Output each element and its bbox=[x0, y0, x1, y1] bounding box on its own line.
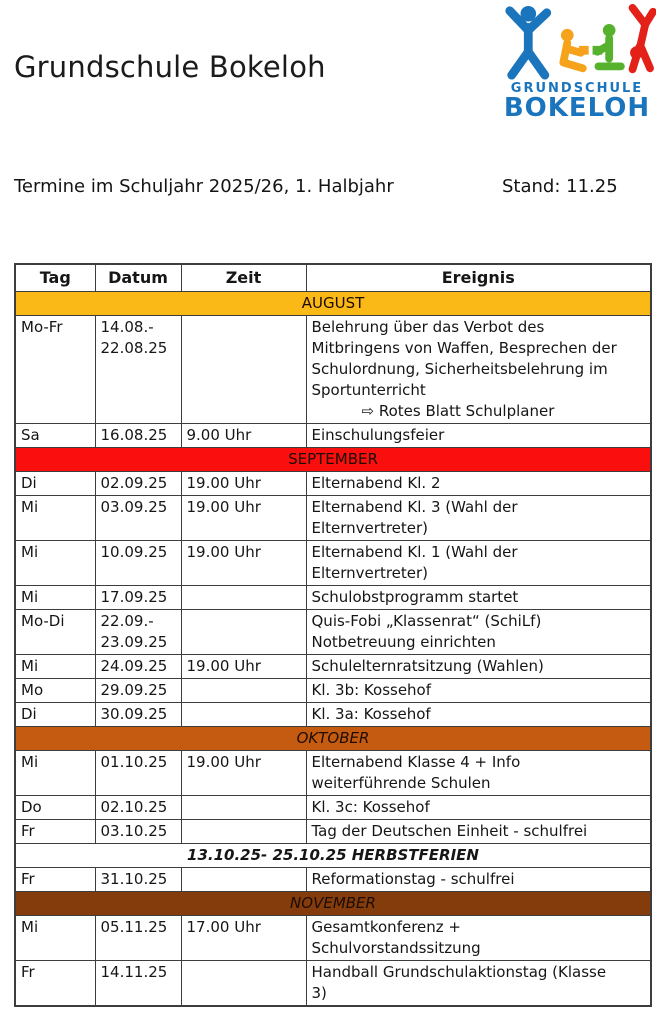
column-header-tag: Tag bbox=[15, 264, 95, 292]
datum-cell bbox=[95, 316, 181, 424]
logo-text-bokeloh: BOKELOH bbox=[503, 93, 651, 123]
text-line: Belehrung über das Verbot des bbox=[311, 318, 545, 336]
event-row bbox=[15, 586, 651, 610]
zeit-cell bbox=[181, 610, 306, 655]
ereignis-cell bbox=[306, 703, 651, 727]
column-header-ereignis: Ereignis bbox=[306, 264, 651, 292]
text-line: 02.09.25 bbox=[100, 474, 168, 492]
text-line: 9.00 Uhr bbox=[186, 426, 252, 444]
tag-cell bbox=[15, 703, 95, 727]
zeit-cell bbox=[181, 679, 306, 703]
text-line: 19.00 Uhr bbox=[186, 753, 261, 771]
text-line: 05.11.25 bbox=[100, 918, 168, 936]
schedule-table bbox=[14, 263, 652, 1007]
month-row bbox=[15, 292, 651, 316]
month-row bbox=[15, 892, 651, 916]
text-line: Mitbringens von Waffen, Besprechen der bbox=[311, 339, 617, 357]
zeit-cell bbox=[181, 424, 306, 448]
event-row bbox=[15, 703, 651, 727]
text-line: Quis-Fobi „Klassenrat“ (SchiLf) bbox=[311, 612, 542, 630]
text-line: 29.09.25 bbox=[100, 681, 168, 699]
document-subtitle: Termine im Schuljahr 2025/26, 1. Halbjahr bbox=[14, 176, 394, 197]
event-row bbox=[15, 820, 651, 844]
school-title: Grundschule Bokeloh bbox=[14, 50, 326, 84]
text-line: Mi bbox=[21, 543, 39, 561]
ereignis-cell bbox=[306, 541, 651, 586]
text-line: Elternabend Kl. 3 (Wahl der bbox=[311, 498, 518, 516]
logo-text-grundschule: GRUNDSCHULE bbox=[510, 81, 644, 96]
tag-cell bbox=[15, 796, 95, 820]
zeit-cell bbox=[181, 751, 306, 796]
datum-cell bbox=[95, 796, 181, 820]
event-row bbox=[15, 655, 651, 679]
event-row bbox=[15, 868, 651, 892]
zeit-cell bbox=[181, 868, 306, 892]
text-line: Schulvorstandssitzung bbox=[311, 939, 481, 957]
text-line: ⇨ Rotes Blatt Schulplaner bbox=[361, 402, 555, 420]
event-row bbox=[15, 751, 651, 796]
event-row bbox=[15, 496, 651, 541]
text-line: Kl. 3c: Kossehof bbox=[311, 798, 430, 816]
text-line: 14.11.25 bbox=[100, 963, 168, 981]
text-line: Mo-Di bbox=[21, 612, 65, 630]
text-line: Sa bbox=[21, 426, 40, 444]
text-line: Mi bbox=[21, 657, 39, 675]
datum-cell bbox=[95, 496, 181, 541]
text-line: Fr bbox=[21, 870, 35, 888]
column-header-datum: Datum bbox=[95, 264, 181, 292]
text-line: Sportunterricht bbox=[311, 381, 426, 399]
text-line: Do bbox=[21, 798, 42, 816]
text-line: 14.08.- bbox=[100, 318, 154, 336]
text-line: Di bbox=[21, 705, 37, 723]
text-line: Gesamtkonferenz + bbox=[311, 918, 461, 936]
text-line: Kl. 3a: Kossehof bbox=[311, 705, 431, 723]
datum-cell bbox=[95, 655, 181, 679]
ereignis-cell bbox=[306, 316, 651, 424]
text-line: Elternvertreter) bbox=[311, 519, 429, 537]
zeit-cell bbox=[181, 916, 306, 961]
text-line: Notbetreuung einrichten bbox=[311, 633, 496, 651]
column-header-zeit: Zeit bbox=[181, 264, 306, 292]
datum-cell bbox=[95, 820, 181, 844]
text-line: 19.00 Uhr bbox=[186, 543, 261, 561]
text-line: Fr bbox=[21, 822, 35, 840]
child-figure-orange bbox=[561, 29, 589, 68]
tag-cell bbox=[15, 472, 95, 496]
ereignis-cell bbox=[306, 679, 651, 703]
ereignis-cell bbox=[306, 610, 651, 655]
tag-cell bbox=[15, 496, 95, 541]
text-line: Mi bbox=[21, 588, 39, 606]
text-line: 03.09.25 bbox=[100, 498, 168, 516]
text-line: 22.09.- bbox=[100, 612, 154, 630]
text-line: Kl. 3b: Kossehof bbox=[311, 681, 432, 699]
child-figure-green bbox=[593, 24, 621, 66]
month-header-september: SEPTEMBER bbox=[15, 448, 651, 472]
text-line: Mo bbox=[21, 681, 44, 699]
text-line: Fr bbox=[21, 963, 35, 981]
text-line: Mi bbox=[21, 918, 39, 936]
vacation-note: 13.10.25- 25.10.25 HERBSTFERIEN bbox=[15, 844, 651, 868]
event-row bbox=[15, 472, 651, 496]
text-line: 3) bbox=[311, 984, 327, 1002]
text-line: 31.10.25 bbox=[100, 870, 168, 888]
event-row bbox=[15, 424, 651, 448]
text-line: 02.10.25 bbox=[100, 798, 168, 816]
zeit-cell bbox=[181, 472, 306, 496]
table-header-row bbox=[15, 264, 651, 292]
tag-cell bbox=[15, 916, 95, 961]
event-row bbox=[15, 610, 651, 655]
event-row bbox=[15, 679, 651, 703]
month-row bbox=[15, 448, 651, 472]
datum-cell bbox=[95, 703, 181, 727]
datum-cell bbox=[95, 472, 181, 496]
zeit-cell bbox=[181, 541, 306, 586]
text-line: 24.09.25 bbox=[100, 657, 168, 675]
event-row bbox=[15, 796, 651, 820]
text-line: 22.08.25 bbox=[100, 339, 168, 357]
zeit-cell bbox=[181, 796, 306, 820]
zeit-cell bbox=[181, 703, 306, 727]
text-line: 10.09.25 bbox=[100, 543, 168, 561]
tag-cell bbox=[15, 751, 95, 796]
text-line: 23.09.25 bbox=[100, 633, 168, 651]
month-header-august: AUGUST bbox=[15, 292, 651, 316]
tag-cell bbox=[15, 541, 95, 586]
text-line: 16.08.25 bbox=[100, 426, 168, 444]
text-line: Schulelternratsitzung (Wahlen) bbox=[311, 657, 544, 675]
datum-cell bbox=[95, 961, 181, 1007]
text-line: Di bbox=[21, 474, 37, 492]
event-row bbox=[15, 961, 651, 1007]
ereignis-cell bbox=[306, 472, 651, 496]
event-row bbox=[15, 541, 651, 586]
text-line: 17.09.25 bbox=[100, 588, 168, 606]
text-line: 03.10.25 bbox=[100, 822, 168, 840]
text-line: Elternvertreter) bbox=[311, 564, 429, 582]
ereignis-cell bbox=[306, 424, 651, 448]
tag-cell bbox=[15, 316, 95, 424]
ereignis-cell bbox=[306, 820, 651, 844]
datum-cell bbox=[95, 424, 181, 448]
event-row bbox=[15, 316, 651, 424]
text-line: Elternabend Kl. 1 (Wahl der bbox=[311, 543, 518, 561]
text-line: weiterführende Schulen bbox=[311, 774, 491, 792]
text-line: Schulordnung, Sicherheitsbelehrung im bbox=[311, 360, 608, 378]
stand-label: Stand: 11.25 bbox=[502, 176, 618, 197]
text-line: Handball Grundschulaktionstag (Klasse bbox=[311, 963, 607, 981]
month-header-oktober: OKTOBER bbox=[15, 727, 651, 751]
text-line: Mi bbox=[21, 753, 39, 771]
ereignis-cell bbox=[306, 961, 651, 1007]
datum-cell bbox=[95, 751, 181, 796]
tag-cell bbox=[15, 610, 95, 655]
text-line: Schulobstprogramm startet bbox=[311, 588, 519, 606]
schedule-table-body bbox=[15, 292, 651, 1007]
zeit-cell bbox=[181, 496, 306, 541]
text-line: Einschulungsfeier bbox=[311, 426, 445, 444]
text-line: 19.00 Uhr bbox=[186, 498, 261, 516]
ereignis-cell bbox=[306, 868, 651, 892]
text-line: Reformationstag - schulfrei bbox=[311, 870, 515, 888]
ereignis-cell bbox=[306, 916, 651, 961]
vacation-row bbox=[15, 844, 651, 868]
logo-children-figures bbox=[498, 4, 656, 80]
text-line: Elternabend Kl. 2 bbox=[311, 474, 441, 492]
text-line: 17.00 Uhr bbox=[186, 918, 261, 936]
text-line: 01.10.25 bbox=[100, 753, 168, 771]
text-line: Mi bbox=[21, 498, 39, 516]
text-line: 19.00 Uhr bbox=[186, 657, 261, 675]
tag-cell bbox=[15, 655, 95, 679]
datum-cell bbox=[95, 868, 181, 892]
ereignis-cell bbox=[306, 655, 651, 679]
school-logo bbox=[494, 4, 660, 123]
ereignis-cell bbox=[306, 796, 651, 820]
text-line: 19.00 Uhr bbox=[186, 474, 261, 492]
datum-cell bbox=[95, 916, 181, 961]
text-line: Mo-Fr bbox=[21, 318, 63, 336]
text-line: Elternabend Klasse 4 + Info bbox=[311, 753, 521, 771]
ereignis-cell bbox=[306, 496, 651, 541]
tag-cell bbox=[15, 424, 95, 448]
zeit-cell bbox=[181, 316, 306, 424]
ereignis-cell bbox=[306, 586, 651, 610]
datum-cell bbox=[95, 541, 181, 586]
datum-cell bbox=[95, 586, 181, 610]
event-row bbox=[15, 916, 651, 961]
zeit-cell bbox=[181, 655, 306, 679]
text-line: 30.09.25 bbox=[100, 705, 168, 723]
tag-cell bbox=[15, 961, 95, 1007]
tag-cell bbox=[15, 679, 95, 703]
zeit-cell bbox=[181, 586, 306, 610]
month-row bbox=[15, 727, 651, 751]
month-header-november: NOVEMBER bbox=[15, 892, 651, 916]
child-figure-blue bbox=[510, 6, 547, 75]
tag-cell bbox=[15, 586, 95, 610]
ereignis-cell bbox=[306, 751, 651, 796]
tag-cell bbox=[15, 820, 95, 844]
datum-cell bbox=[95, 610, 181, 655]
child-figure-red bbox=[630, 8, 653, 69]
text-line: Tag der Deutschen Einheit - schulfrei bbox=[311, 822, 588, 840]
zeit-cell bbox=[181, 961, 306, 1007]
datum-cell bbox=[95, 679, 181, 703]
tag-cell bbox=[15, 868, 95, 892]
zeit-cell bbox=[181, 820, 306, 844]
